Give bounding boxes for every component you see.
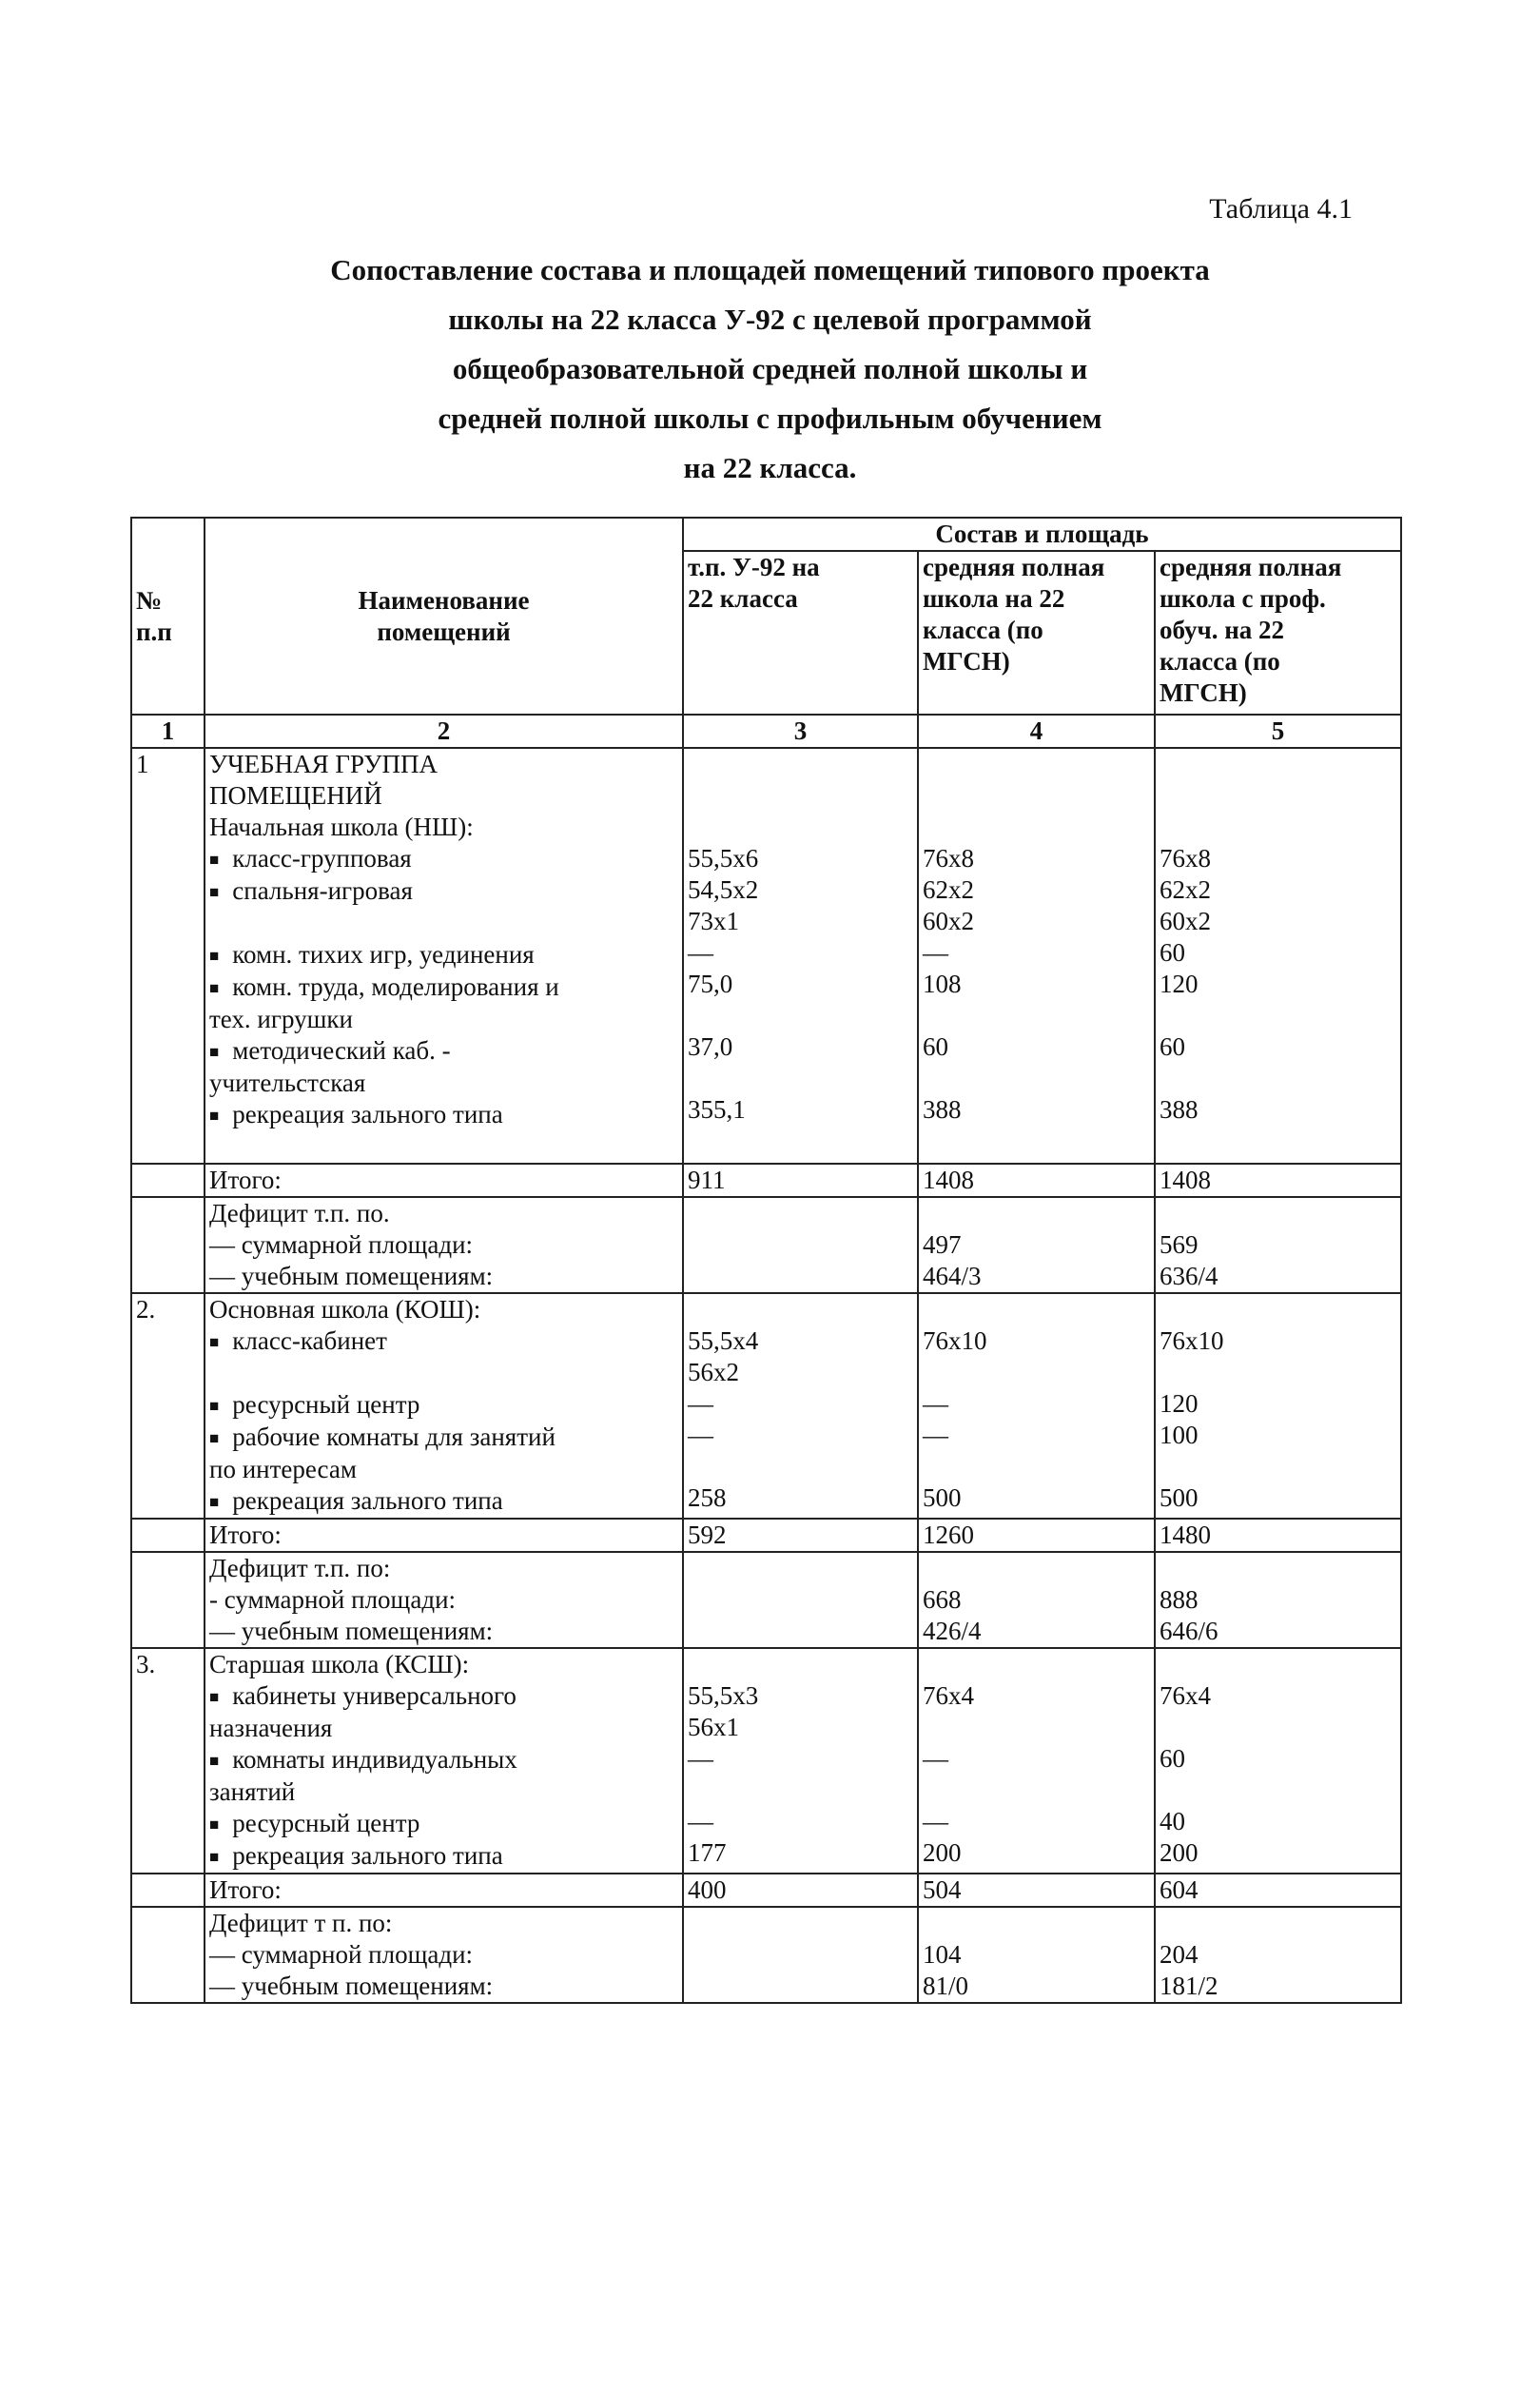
total-row [131, 1164, 1401, 1197]
cell-line [1160, 1649, 1396, 1680]
cell-line: 120 [1160, 1389, 1199, 1418]
total-value [918, 1519, 1155, 1552]
cell-line: 100 [1160, 1421, 1199, 1449]
cell-line: — суммарной площади: [209, 1230, 474, 1259]
cell-line: 55,5х4 [688, 1326, 759, 1355]
header-cell-group: Состав и площадь [683, 518, 1401, 551]
cell-line [688, 1451, 913, 1482]
cell-line [1160, 1198, 1396, 1229]
cell-line: 177 [688, 1838, 727, 1867]
cell-line: ■ рекреация зального типа [209, 1099, 678, 1131]
cell-line: 1408 [1160, 1166, 1211, 1194]
cell-line: 75,0 [688, 970, 733, 998]
cell-line: — [923, 938, 948, 967]
cell-line: тех. игрушки [209, 1005, 353, 1033]
cell-line: 1260 [923, 1521, 974, 1549]
cell-line [923, 812, 1150, 843]
cell-line: ■ спальня-игровая [209, 875, 678, 908]
header-cell-col4 [918, 551, 1155, 715]
header-text: средняя полная [1160, 553, 1342, 581]
total-label [205, 1519, 683, 1552]
row-number [131, 1907, 205, 2003]
deficit-value [683, 1197, 918, 1293]
cell-line: 73х1 [688, 907, 739, 935]
cell-line: 76х10 [1160, 1326, 1224, 1355]
cell-line [688, 812, 913, 843]
cell-line: ■ рекреация зального типа [209, 1485, 678, 1518]
cell-line: 426/4 [923, 1617, 982, 1645]
cell-line [923, 1063, 1150, 1094]
cell-line: 464/3 [923, 1262, 982, 1290]
cell-line [1160, 1451, 1396, 1482]
cell-line: 37,0 [688, 1032, 733, 1061]
row-number [131, 1293, 205, 1519]
header-text: т.п. У-92 на [688, 553, 820, 581]
header-text: п.п [136, 617, 172, 646]
room-name-cell [205, 748, 683, 1164]
cell-line: 56х1 [688, 1713, 739, 1741]
row-number-text: 2. [136, 1295, 156, 1324]
cell-line: 1480 [1160, 1521, 1211, 1549]
header-text: обуч. на 22 [1160, 616, 1285, 644]
room-name-cell [205, 1293, 683, 1519]
cell-line [923, 1198, 1150, 1229]
cell-line: 56х2 [688, 1358, 739, 1386]
row-number-text: 1 [136, 750, 149, 778]
deficit-label [205, 1197, 683, 1293]
cell-line: 592 [688, 1521, 727, 1549]
cell-line: 55,5х3 [688, 1681, 759, 1710]
cell-line: 200 [1160, 1838, 1199, 1867]
cell-line: — [923, 1807, 948, 1835]
cell-line: ■ ресурсный центр [209, 1808, 678, 1840]
header-text: МГСН) [1160, 678, 1247, 707]
header-cell-col5 [1155, 551, 1401, 715]
cell-line: 62х2 [1160, 875, 1211, 904]
value-cell-col3 [683, 1648, 918, 1874]
cell-line: — суммарной площади: [209, 1940, 474, 1969]
deficit-value [1155, 1552, 1401, 1648]
row-number [131, 1648, 205, 1874]
cell-line: 62х2 [923, 875, 974, 904]
row-number [131, 1197, 205, 1293]
total-value [683, 1874, 918, 1907]
header-text: класса (по [1160, 647, 1280, 676]
cell-line: ■ рабочие комнаты для занятий [209, 1422, 678, 1454]
cell-line: 504 [923, 1875, 962, 1904]
column-number: 3 [683, 715, 918, 748]
deficit-label [205, 1552, 683, 1648]
title-line: школы на 22 класса У-92 с целевой программой [448, 303, 1092, 336]
header-text: школа на 22 [923, 584, 1065, 613]
column-number: 2 [205, 715, 683, 748]
cell-line: 569 [1160, 1230, 1199, 1259]
cell-line: 500 [1160, 1483, 1199, 1512]
header-cell-col3 [683, 551, 918, 715]
cell-line: 200 [923, 1838, 962, 1867]
title-line: средней полной школы с профильным обучением [438, 402, 1102, 435]
total-label [205, 1164, 683, 1197]
header-row [131, 518, 1401, 551]
row-number [131, 1552, 205, 1648]
cell-line: 204 [1160, 1940, 1199, 1969]
header-cell-name [205, 518, 683, 715]
cell-line: Итого: [209, 1166, 282, 1194]
title-line: общеобразовательной средней полной школы и [452, 352, 1088, 385]
cell-line [923, 1000, 1150, 1031]
cell-line: 911 [688, 1166, 726, 1194]
cell-line [1160, 1357, 1396, 1388]
title-line: Сопоставление состава и площадей помещений типового проекта [330, 253, 1210, 286]
value-cell-col5 [1155, 1648, 1401, 1874]
cell-line [688, 1649, 913, 1680]
total-value [918, 1874, 1155, 1907]
cell-line: 258 [688, 1483, 727, 1512]
deficit-row [131, 1552, 1401, 1648]
cell-line: — [688, 1807, 713, 1835]
title-line: на 22 класса. [683, 451, 857, 484]
cell-line: ■ комн. тихих игр, уединения [209, 939, 678, 971]
cell-line: Начальная школа (НШ): [209, 813, 474, 841]
cell-line [688, 780, 913, 812]
cell-line [209, 1358, 678, 1389]
cell-line: ПОМЕЩЕНИЙ [209, 781, 382, 810]
total-value [918, 1164, 1155, 1197]
cell-line [923, 1712, 1150, 1743]
room-name-cell [205, 1648, 683, 1874]
cell-line: 76х8 [923, 844, 974, 873]
header-text: помещений [377, 617, 511, 646]
cell-line [1160, 812, 1396, 843]
section-row [131, 748, 1401, 1164]
total-value [1155, 1519, 1401, 1552]
cell-line [688, 1063, 913, 1094]
cell-line [1160, 749, 1396, 780]
value-cell-col4 [918, 1293, 1155, 1519]
column-number: 4 [918, 715, 1155, 748]
cell-line [1160, 1294, 1396, 1325]
deficit-value [683, 1907, 918, 2003]
cell-line: 60 [923, 1032, 948, 1061]
cell-line: 181/2 [1160, 1972, 1218, 2000]
cell-line: 76х4 [1160, 1681, 1211, 1710]
cell-line: — [688, 1744, 713, 1773]
cell-line: 76х8 [1160, 844, 1211, 873]
cell-line: 108 [923, 970, 962, 998]
cell-line [1160, 780, 1396, 812]
column-number-row [131, 715, 1401, 748]
value-cell-col5 [1155, 1293, 1401, 1519]
cell-line: 668 [923, 1585, 962, 1614]
total-row [131, 1874, 1401, 1907]
cell-line: Дефицит т.п. по: [209, 1554, 391, 1582]
header-text: школа с проф. [1160, 584, 1326, 613]
table-title [0, 245, 1540, 493]
cell-line: учительстская [209, 1069, 366, 1097]
deficit-value [918, 1552, 1155, 1648]
cell-line: ■ класс-групповая [209, 843, 678, 875]
cell-line [1160, 1712, 1396, 1743]
comparison-table [130, 517, 1402, 2004]
cell-line: УЧЕБНАЯ ГРУППА [209, 750, 438, 778]
cell-line [688, 749, 913, 780]
total-label [205, 1874, 683, 1907]
cell-line [923, 1649, 1150, 1680]
cell-line: 81/0 [923, 1972, 969, 2000]
cell-line: ■ ресурсный центр [209, 1389, 678, 1422]
cell-line: 104 [923, 1940, 962, 1969]
cell-line [688, 1294, 913, 1325]
header-text: средняя полная [923, 553, 1105, 581]
cell-line: 60х2 [923, 907, 974, 935]
cell-line: Основная школа (КОШ): [209, 1295, 481, 1324]
cell-line: 55,5х6 [688, 844, 759, 873]
cell-line: Дефицит т п. по: [209, 1909, 393, 1937]
cell-line: 400 [688, 1875, 727, 1904]
cell-line: 604 [1160, 1875, 1199, 1904]
row-number-text: 3. [136, 1650, 156, 1678]
cell-line [1160, 1775, 1396, 1806]
cell-line: 120 [1160, 970, 1199, 998]
cell-line: ■ класс-кабинет [209, 1325, 678, 1358]
cell-line: по интересам [209, 1455, 357, 1483]
cell-line: — учебным помещениям: [209, 1617, 494, 1645]
cell-line [209, 908, 678, 939]
cell-line: — учебным помещениям: [209, 1972, 494, 2000]
column-number: 5 [1155, 715, 1401, 748]
cell-line: назначения [209, 1714, 333, 1742]
cell-line: — [923, 1389, 948, 1418]
cell-line: занятий [209, 1777, 296, 1806]
section-row [131, 1648, 1401, 1874]
cell-line: — [688, 938, 713, 967]
deficit-value [918, 1907, 1155, 2003]
cell-line [1160, 1063, 1396, 1094]
value-cell-col4 [918, 1648, 1155, 1874]
row-number [131, 1874, 205, 1907]
cell-line: — учебным помещениям: [209, 1262, 494, 1290]
cell-line: Старшая школа (КСШ): [209, 1650, 470, 1678]
cell-line: ■ комн. труда, моделирования и [209, 971, 678, 1004]
header-text: Наименование [358, 585, 530, 615]
row-number [131, 1519, 205, 1552]
cell-line: — [688, 1389, 713, 1418]
column-number: 1 [131, 715, 205, 748]
cell-line: 646/6 [1160, 1617, 1218, 1645]
total-value [683, 1519, 918, 1552]
cell-line: 355,1 [688, 1095, 746, 1124]
cell-line: — [688, 1421, 713, 1449]
row-number [131, 1164, 205, 1197]
cell-line [923, 1294, 1150, 1325]
cell-line: 40 [1160, 1807, 1185, 1835]
deficit-row [131, 1907, 1401, 2003]
cell-line: 497 [923, 1230, 962, 1259]
cell-line [1160, 1553, 1396, 1584]
cell-line: ■ кабинеты универсального [209, 1680, 678, 1713]
cell-line: 60 [1160, 1744, 1185, 1773]
header-text: класса (по [923, 616, 1043, 644]
total-value [1155, 1164, 1401, 1197]
cell-line: 636/4 [1160, 1262, 1218, 1290]
cell-line [1160, 1000, 1396, 1031]
header-text: МГСН) [923, 647, 1010, 676]
value-cell-col3 [683, 1293, 918, 1519]
cell-line: - суммарной площади: [209, 1585, 457, 1614]
cell-line: 76х10 [923, 1326, 987, 1355]
deficit-value [1155, 1907, 1401, 2003]
cell-line [923, 1553, 1150, 1584]
header-text: № [136, 585, 163, 615]
cell-line: 60 [1160, 938, 1185, 967]
cell-line [923, 780, 1150, 812]
header-cell-no [131, 518, 205, 715]
cell-line: 1408 [923, 1166, 974, 1194]
cell-line: ■ рекреация зального типа [209, 1840, 678, 1873]
cell-line: 54,5х2 [688, 875, 759, 904]
deficit-label [205, 1907, 683, 2003]
cell-line [688, 1000, 913, 1031]
cell-line: Итого: [209, 1875, 282, 1904]
cell-line: Итого: [209, 1521, 282, 1549]
cell-line: 388 [923, 1095, 962, 1124]
cell-line: Дефицит т.п. по. [209, 1199, 390, 1227]
deficit-value [918, 1197, 1155, 1293]
total-value [683, 1164, 918, 1197]
cell-line: — [923, 1744, 948, 1773]
cell-line [923, 1451, 1150, 1482]
deficit-row [131, 1197, 1401, 1293]
value-cell-col4 [918, 748, 1155, 1164]
cell-line: 60х2 [1160, 907, 1211, 935]
cell-line [688, 1775, 913, 1806]
cell-line: 500 [923, 1483, 962, 1512]
cell-line: 60 [1160, 1032, 1185, 1061]
cell-line [923, 749, 1150, 780]
deficit-value [1155, 1197, 1401, 1293]
cell-line: ■ методический каб. - [209, 1035, 678, 1068]
section-row [131, 1293, 1401, 1519]
total-row [131, 1519, 1401, 1552]
cell-line: 888 [1160, 1585, 1199, 1614]
cell-line [923, 1908, 1150, 1939]
cell-line: — [923, 1421, 948, 1449]
value-cell-col5 [1155, 748, 1401, 1164]
value-cell-col3 [683, 748, 918, 1164]
header-text: 22 класса [688, 584, 798, 613]
deficit-value [683, 1552, 918, 1648]
cell-line [923, 1357, 1150, 1388]
cell-line [923, 1775, 1150, 1806]
row-number [131, 748, 205, 1164]
cell-line: 76х4 [923, 1681, 974, 1710]
cell-line: ■ комнаты индивидуальных [209, 1744, 678, 1776]
table-label: Таблица 4.1 [1209, 193, 1353, 225]
total-value [1155, 1874, 1401, 1907]
cell-line: 388 [1160, 1095, 1199, 1124]
cell-line [1160, 1908, 1396, 1939]
